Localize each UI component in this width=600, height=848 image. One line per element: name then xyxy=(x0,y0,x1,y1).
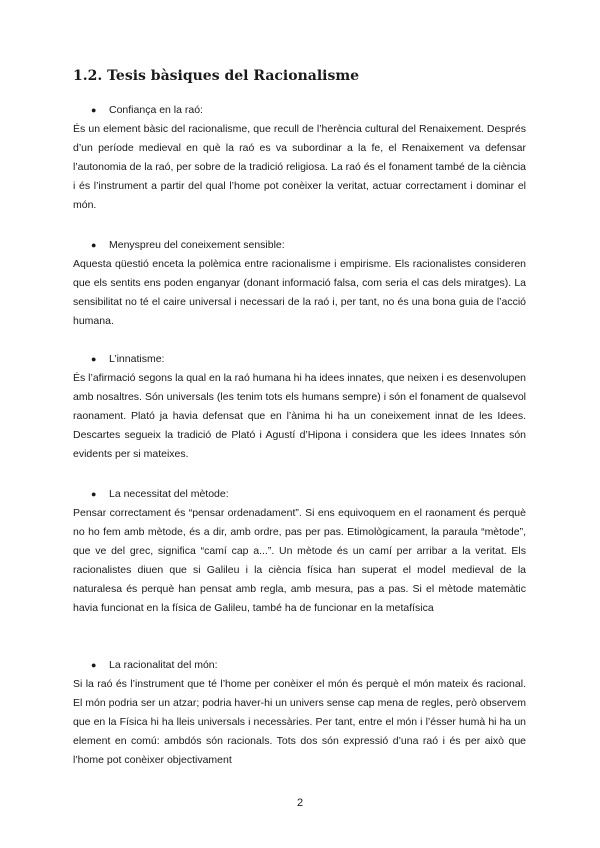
section-racionalitat xyxy=(73,656,526,770)
bullet-item xyxy=(73,485,526,504)
bullet-item xyxy=(73,656,526,675)
section-confianca xyxy=(73,101,526,215)
bullet-title: La racionalitat del món: xyxy=(109,659,218,671)
section-heading: 1.2. Tesis bàsiques del Racionalisme xyxy=(73,68,360,84)
page-number: 2 xyxy=(296,797,304,809)
paragraph: Si la raó és l’instrument que té l’home per conèixer el món és perquè el món mateix és racional. El món podria ser un atzar; podria haver-hi un univers sense cap mena de regles, però observem que en la Física hi ha lleis universals i necessàries. Per tant, entre el món i l’ésser humà hi ha un element en comú: ambdós són racionals. Tots dos són expressió d’una raó i és per això que l’home pot conèixer objectivament xyxy=(73,678,526,766)
bullet-item xyxy=(73,236,526,255)
section-metode xyxy=(73,485,526,618)
bullet-title: L’innatisme: xyxy=(109,353,165,365)
bullet-title: Menyspreu del coneixement sensible: xyxy=(109,239,285,251)
paragraph: Pensar correctament és “pensar ordenadament”. Si ens equivoquem en el raonament és perquè no ho fem amb mètode, és a dir, amb ordre, pas per pas. Etimològicament, la paraula “mètode”, que ve del grec, significa “camí cap a...”. Un mètode és un camí per arribar a la veritat. Els racionalistes diuen que si Galileu i la ciència física han superat el model medieval de la naturalesa és perquè han pensat amb regla, amb mesura, pas a pas. Si el mètode matemàtic havia funcionat en la física de Galileu, també ha de funcionar en la metafísica xyxy=(73,507,526,614)
bullet-icon: ● xyxy=(91,660,97,670)
section-innatisme xyxy=(73,350,526,464)
paragraph: És l’afirmació segons la qual en la raó humana hi ha idees innates, que neixen i es desenvolupen amb nosaltres. Són universals (les tenim tots els humans sempre) i són el fonament de qualsevol raonament. Plató ja havia defensat que en l’ànima hi ha un coneixement innat de les Idees. Descartes segueix la tradició de Plató i Agustí d’Hipona i considera que les idees Innates són evidents per si mateixes. xyxy=(73,372,526,460)
bullet-icon: ● xyxy=(91,105,97,115)
section-menyspreu xyxy=(73,236,526,331)
bullet-title: La necessitat del mètode: xyxy=(109,488,229,500)
bullet-icon: ● xyxy=(91,489,97,499)
bullet-title: Confiança en la raó: xyxy=(109,104,203,116)
paragraph: És un element bàsic del racionalisme, que recull de l’herència cultural del Renaixement. Després d’un període medieval en què la raó es va subordinar a la fe, el Renaixement va defensar l’autonomia de la raó, per sobre de la tradició religiosa. La raó és el fonament també de la ciència i és l’instrument a partir del qual l’home pot conèixer la veritat, actuar correctament i dominar el món. xyxy=(73,123,526,211)
paragraph: Aquesta qüestió enceta la polèmica entre racionalisme i empirisme. Els racionalistes consideren que els sentits ens poden enganyar (donant informació falsa, com seria el cas dels miratges). La sensibilitat no té el caire universal i necessari de la raó i, per tant, no és una bona guia de l’acció humana. xyxy=(73,258,526,327)
bullet-icon: ● xyxy=(91,354,97,364)
bullet-icon: ● xyxy=(91,240,97,250)
bullet-item xyxy=(73,350,526,369)
bullet-item xyxy=(73,101,526,120)
